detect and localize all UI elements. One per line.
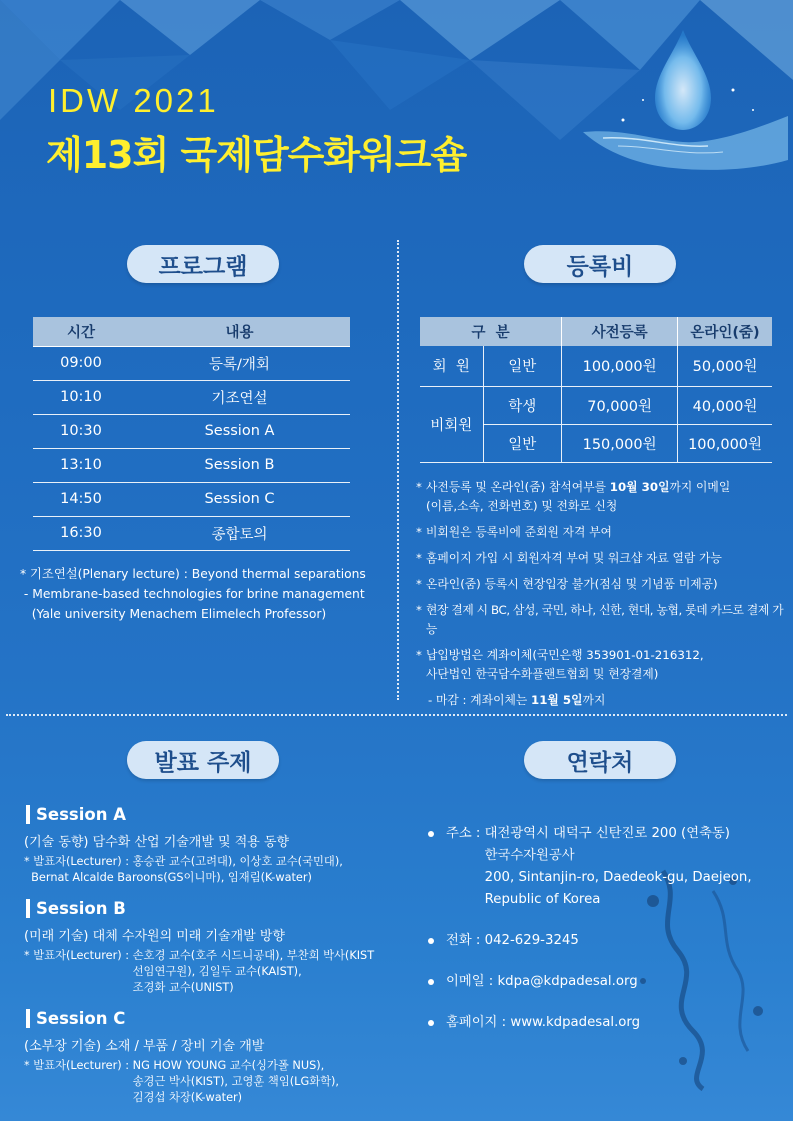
homepage-label: 홈페이지 : [446, 1015, 511, 1030]
nonmember-group-cell: 비회원 [420, 386, 483, 462]
fee-table [420, 317, 772, 463]
plenary-note-line: - Membrane-based technologies for brine management [20, 587, 365, 601]
fee-online-cell: 100,000원 [678, 424, 772, 462]
time-cell: 14:50 [33, 482, 129, 516]
session-lecturers [24, 1058, 384, 1106]
time-cell: 13:10 [33, 448, 129, 482]
content-cell: 등록/개회 [129, 346, 350, 380]
content-cell: Session B [129, 448, 350, 482]
content-cell: 종합토의 [129, 516, 350, 550]
fee-pre-cell: 100,000원 [562, 346, 678, 386]
table-row [33, 516, 350, 550]
plenary-note-line: (Yale university Menachem Elimelech Professor) [20, 607, 327, 621]
fee-note: * 사전등록 및 온라인(줌) 참석여부를 10월 30일까지 이메일 (이름,소속, 전화번호) 및 전화로 신청 [416, 480, 731, 513]
session-marker [26, 1009, 30, 1028]
bullet-icon [428, 979, 434, 985]
session-lecturers [24, 948, 384, 996]
fee-type-cell: 학생 [483, 386, 562, 424]
time-cell: 10:30 [33, 414, 129, 448]
address-label: 주소 : [446, 826, 485, 841]
contact-phone [428, 930, 788, 952]
session-name: Session B [36, 898, 126, 918]
plenary-note [20, 564, 390, 624]
address-value: 대전광역시 대덕구 신탄진로 200 (연축동) 한국수자원공사 200, Sintanjin-ro, Daedeok-gu, Daejeon, Republic of Korea [484, 826, 752, 907]
session-block [24, 1006, 384, 1106]
fee-note: * 비회원은 등록비에 준회원 자격 부여 [416, 525, 612, 539]
lecturer-names: 홍승관 교수(고려대), 이상호 교수(국민대), [132, 855, 343, 868]
payment-deadline: - 마감 : 계좌이체는 11월 5일까지 [428, 693, 606, 707]
contact-homepage [428, 1012, 788, 1034]
column-header-online: 온라인(줌) [678, 317, 772, 346]
homepage-link[interactable]: www.kdpadesal.org [510, 1015, 641, 1030]
content-cell: Session A [129, 414, 350, 448]
lecturer-names: 손호경 교수(호주 시드니공대), 부찬희 박사(KIST 선임연구원), 김일두 교수(KAIST), 조경화 교수(UNIST) [132, 949, 375, 994]
bullet-icon [428, 831, 434, 837]
fee-note: * 홈페이지 가입 시 회원자격 부여 및 워크샵 자료 열람 가능 [416, 551, 722, 565]
fee-pre-cell: 150,000원 [562, 424, 678, 462]
table-row [33, 448, 350, 482]
time-cell: 10:10 [33, 380, 129, 414]
table-row [420, 386, 772, 424]
table-row [33, 482, 350, 516]
session-topic: (기술 동향) 담수화 산업 기술개발 및 적용 동향 [24, 835, 290, 850]
contact-email [428, 971, 788, 993]
email-label: 이메일 : [446, 974, 498, 989]
session-block [24, 896, 384, 996]
email-link[interactable]: kdpa@kdpadesal.org [497, 974, 638, 989]
vertical-divider [397, 240, 399, 700]
table-row [33, 346, 350, 380]
lecturer-label: * 발표자(Lecturer) : [24, 855, 133, 868]
phone-label: 전화 : [446, 933, 485, 948]
session-name: Session A [36, 804, 126, 824]
session-block [24, 802, 384, 886]
fee-type-cell: 일반 [483, 346, 562, 386]
fee-type-cell: 일반 [483, 424, 562, 462]
column-header-preregistration: 사전등록 [562, 317, 678, 346]
time-cell: 16:30 [33, 516, 129, 550]
fee-online-cell: 40,000원 [678, 386, 772, 424]
session-topic: (미래 기술) 대체 수자원의 미래 기술개발 방향 [24, 929, 285, 944]
column-header-time: 시간 [33, 317, 129, 346]
program-heading: 프로그램 [127, 245, 279, 283]
column-header-content: 내용 [129, 317, 350, 346]
bullet-icon [428, 1020, 434, 1026]
fee-note: * 납입방법은 계좌이체(국민은행 353901-01-216312, 사단법인 한국담수화플랜트협회 및 현장결제) [416, 648, 704, 681]
topics-heading: 발표 주제 [127, 741, 279, 779]
plenary-note-line: * 기조연설(Plenary lecture) : Beyond thermal separations [20, 567, 366, 581]
water-hand-illustration [563, 20, 793, 190]
session-name: Session C [36, 1008, 126, 1028]
table-row [33, 414, 350, 448]
session-marker [26, 805, 30, 824]
event-subtitle: IDW 2021 [48, 82, 219, 119]
lecturer-label: * 발표자(Lecturer) : [24, 1059, 133, 1072]
fee-online-cell: 50,000원 [678, 346, 772, 386]
contact-info [428, 823, 788, 1053]
event-title: 제13회 국제담수화워크숍 [46, 133, 467, 177]
contact-address [428, 823, 788, 911]
fees-heading: 등록비 [524, 245, 676, 283]
session-lecturers [24, 854, 384, 870]
lecturer-label: * 발표자(Lecturer) : [24, 949, 133, 962]
session-topic: (소부장 기술) 소재 / 부품 / 장비 기술 개발 [24, 1039, 265, 1054]
lecturer-names: NG HOW YOUNG 교수(싱가폴 NUS), 송경근 박사(KIST), 고영훈 책임(LG화학), 김경섭 차장(K-water) [132, 1059, 340, 1104]
lecturer-names-cont: Bernat Alcalde Baroons(GS이니마), 임재림(K-water) [24, 871, 312, 884]
program-table [33, 317, 350, 551]
fee-note: * 현장 결제 시 BC, 삼성, 국민, 하나, 신한, 현대, 농협, 롯데 카드로 결제 가능 [416, 603, 784, 636]
phone-value[interactable]: 042-629-3245 [484, 933, 579, 948]
session-marker [26, 899, 30, 918]
content-cell: Session C [129, 482, 350, 516]
member-group-cell: 회 원 [420, 346, 483, 386]
horizontal-divider [6, 714, 787, 716]
content-cell: 기조연설 [129, 380, 350, 414]
column-header-category: 구 분 [420, 317, 562, 346]
fee-pre-cell: 70,000원 [562, 386, 678, 424]
sessions-list [24, 802, 384, 1116]
fee-note: * 온라인(줌) 등록시 현장입장 불가(점심 및 기념품 미제공) [416, 577, 718, 591]
time-cell: 09:00 [33, 346, 129, 380]
contact-heading: 연락처 [524, 741, 676, 779]
table-row [420, 346, 772, 386]
table-row [33, 380, 350, 414]
fee-notes [416, 478, 793, 710]
bullet-icon [428, 938, 434, 944]
